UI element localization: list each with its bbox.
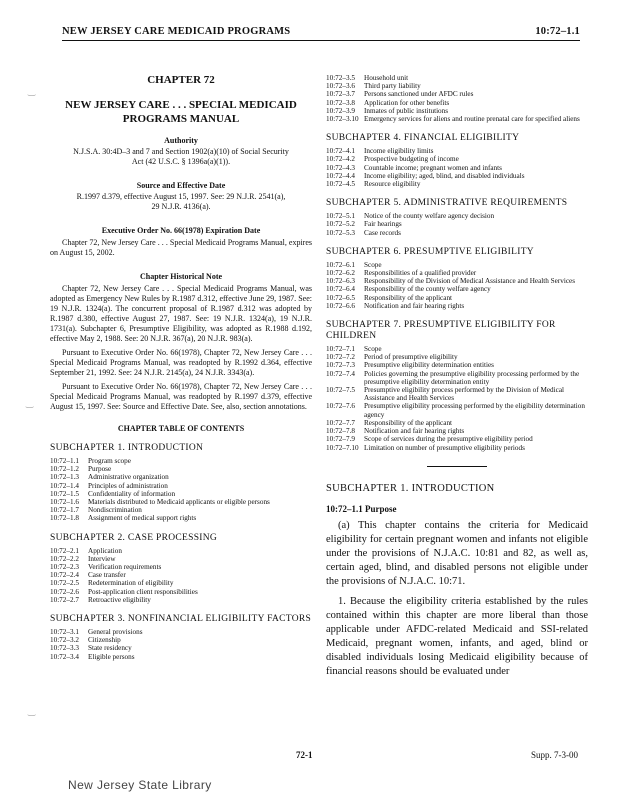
authority-text: N.J.S.A. 30:4D–3 and 7 and Section 1902(a)(10) of Social Security Act (42 U.S.C. § 1396a(a)(1)). bbox=[73, 147, 289, 166]
toc-entry: 10:72–3.2 Citizenship bbox=[50, 636, 121, 645]
toc-entry: 10:72–3.3 State residency bbox=[50, 644, 132, 653]
page-number: 72-1 bbox=[296, 750, 313, 760]
toc-subchapter-5: SUBCHAPTER 5. ADMINISTRATIVE REQUIREMENTS bbox=[326, 198, 568, 209]
history-para-1: Chapter 72, New Jersey Care . . . Special Medicaid Programs Manual, was adopted as Emergency New Rules by R.1987 d.312, effective June 29, 1987. See: 19 N.J.R. 1324(a). The concurrent proposal of R.1987 d.312 was adopted by R.1987 d.380, effective August 27, 1987. See: 19 N.J.R. 1324(a), 19 N.J.R. 1731(a). Subchapter 6, Presumptive Eligibility, was adopted as R.1988 d.192, effective May 2, 1988. See: 20 N.J.R. 367(a), 20 N.J.R. 983(a). bbox=[50, 284, 312, 343]
history-para-2: Pursuant to Executive Order No. 66(1978), Chapter 72, New Jersey Care . . . Special Medicaid Programs Manual, was readopted by R.1992 d.364, effective September 21, 1992. See: 24 N.J.R. 2145(a), 24 N.J.R. 3343(a). bbox=[50, 348, 312, 377]
toc-entry: 10:72–2.5 Redetermination of eligibility bbox=[50, 579, 174, 588]
toc-entry: 10:72–3.6 Third party liability bbox=[326, 82, 421, 91]
toc-entry: 10:72–1.8 Assignment of medical support rights bbox=[50, 514, 197, 523]
toc-entry: 10:72–6.1 Scope bbox=[326, 260, 382, 269]
margin-mark: ‿ bbox=[28, 706, 36, 716]
toc-list-3-cont bbox=[326, 74, 588, 123]
toc-entry: 10:72–3.10 Emergency services for aliens and routine prenatal care for specified aliens bbox=[326, 115, 580, 124]
history-para-3: Pursuant to Executive Order No. 66(1978), Chapter 72, New Jersey Care . . . Special Medicaid Programs Manual, was readopted by R.1997 d.379, effective August 15, 1997. See: Source and Effective Date. See, also, section annotations. bbox=[50, 382, 312, 411]
toc-entry: 10:72–4.2 Prospective budgeting of income bbox=[326, 155, 459, 164]
toc-entry: 10:72–7.3 Presumptive eligibility determination entities bbox=[326, 361, 494, 370]
toc-list-2 bbox=[50, 547, 312, 604]
toc-entry: 10:72–4.5 Resource eligibility bbox=[326, 180, 421, 189]
header-title: NEW JERSEY CARE MEDICAID PROGRAMS bbox=[62, 26, 291, 37]
toc-entry: 10:72–2.6 Post-application client responsibilities bbox=[50, 587, 198, 596]
toc-entry: 10:72–6.5 Responsibility of the applicant bbox=[326, 293, 453, 302]
toc-entry: 10:72–4.1 Income eligibility limits bbox=[326, 147, 434, 156]
toc-entry: 10:72–2.7 Retroactive eligibility bbox=[50, 595, 151, 604]
toc-entry: 10:72–1.3 Administrative organization bbox=[50, 473, 169, 482]
source-heading: Source and Effective Date bbox=[136, 181, 226, 190]
toc-entry: 10:72–3.8 Application for other benefits bbox=[326, 98, 450, 107]
toc-subchapter-3: SUBCHAPTER 3. NONFINANCIAL ELIGIBILITY FACTORS bbox=[50, 614, 312, 625]
toc-list-5 bbox=[326, 212, 588, 237]
toc-entry: 10:72–4.3 Countable income; pregnant women and infants bbox=[326, 163, 502, 172]
header-rule bbox=[62, 40, 580, 41]
toc-list-7 bbox=[326, 345, 588, 452]
toc-entry: 10:72–2.4 Case transfer bbox=[50, 571, 126, 580]
toc-entry: 10:72–6.6 Notification and fair hearing rights bbox=[326, 301, 465, 310]
toc-subchapter-7: SUBCHAPTER 7. PRESUMPTIVE ELIGIBILITY FOR CHILDREN bbox=[326, 320, 556, 342]
toc-subchapter-1: SUBCHAPTER 1. INTRODUCTION bbox=[50, 443, 204, 453]
toc-entry: 10:72–7.6 Presumptive eligibility processing performed by the eligibility determination agency bbox=[326, 402, 585, 419]
toc-entry: 10:72–7.2 Period of presumptive eligibility bbox=[326, 353, 458, 362]
toc-entry: 10:72–7.9 Scope of services during the presumptive eligibility period bbox=[326, 435, 533, 444]
supplement-date: Supp. 7-3-00 bbox=[531, 750, 578, 760]
toc-entry: 10:72–6.3 Responsibility of the Division of Medical Assistance and Health Services bbox=[326, 277, 575, 286]
section-divider bbox=[427, 466, 487, 467]
toc-entry: 10:72–1.6 Materials distributed to Medicaid applicants or eligible persons bbox=[50, 498, 270, 507]
toc-entry: 10:72–2.1 Application bbox=[50, 546, 122, 555]
exec-order-text: Chapter 72, New Jersey Care . . . Special Medicaid Programs Manual, expires on August 15, 2002. bbox=[50, 238, 312, 257]
toc-entry: 10:72–5.1 Notice of the county welfare agency decision bbox=[326, 212, 495, 221]
paragraph-1: 1. Because the eligibility criteria established by the rules contained within this chapter are more liberal than those applicable under AFDC-related Medicaid and SSI-related Medicaid, pregnant women, infants, and aged, blind or disabled individuals losing Medicaid eligibility because of financial reasons should be evaluated under bbox=[326, 595, 588, 677]
toc-subchapter-4: SUBCHAPTER 4. FINANCIAL ELIGIBILITY bbox=[326, 133, 520, 144]
toc-entry: 10:72–7.8 Notification and fair hearing rights bbox=[326, 427, 465, 436]
margin-mark: ‿ bbox=[28, 86, 36, 96]
toc-entry: 10:72–7.10 Limitation on number of presumptive eligibility periods bbox=[326, 443, 525, 452]
history-heading: Chapter Historical Note bbox=[139, 272, 223, 281]
toc-subchapter-6: SUBCHAPTER 6. PRESUMPTIVE ELIGIBILITY bbox=[326, 246, 534, 257]
header-section: 10:72–1.1 bbox=[535, 26, 580, 37]
chapter-number: CHAPTER 72 bbox=[147, 74, 215, 86]
toc-entry: 10:72–5.3 Case records bbox=[326, 228, 401, 237]
chapter-title bbox=[50, 98, 312, 126]
toc-entry: 10:72–3.7 Persons sanctioned under AFDC rules bbox=[326, 90, 474, 99]
margin-mark: ‿ bbox=[26, 398, 34, 408]
toc-heading: CHAPTER TABLE OF CONTENTS bbox=[117, 424, 245, 433]
toc-entry: 10:72–1.2 Purpose bbox=[50, 465, 112, 474]
toc-entry: 10:72–1.5 Confidentiality of information bbox=[50, 489, 176, 498]
section-heading: 10:72–1.1 Purpose bbox=[326, 503, 397, 514]
toc-entry: 10:72–3.5 Household unit bbox=[326, 74, 409, 82]
paragraph-a: (a) This chapter contains the criteria for Medicaid eligibility for certain pregnant women and infants not eligible under the provisions of N.J.A.C. 10:81 and 82, as well as, certain aged, blind, and disabled persons not eligible under the provisions of N.J.A.C. 10:71. bbox=[326, 519, 588, 587]
toc-list-4 bbox=[326, 147, 588, 188]
page-footer bbox=[0, 750, 618, 762]
left-column bbox=[50, 52, 312, 661]
toc-entry: 10:72–7.1 Scope bbox=[326, 345, 382, 354]
toc-entry: 10:72–1.7 Nondiscrimination bbox=[50, 506, 142, 515]
toc-entry: 10:72–3.9 Inmates of public institutions bbox=[326, 106, 449, 115]
chapter-title-line1: NEW JERSEY CARE . . . SPECIAL MEDICAID bbox=[65, 99, 297, 111]
toc-entry: 10:72–5.2 Fair hearings bbox=[326, 220, 402, 229]
toc-entry: 10:72–3.1 General provisions bbox=[50, 628, 143, 637]
toc-list-3 bbox=[50, 628, 312, 661]
toc-entry: 10:72–1.4 Principles of administration bbox=[50, 481, 168, 490]
running-header bbox=[62, 26, 580, 38]
right-column bbox=[326, 74, 588, 679]
chapter-title-line2: PROGRAMS MANUAL bbox=[122, 113, 240, 125]
toc-entry: 10:72–7.5 Presumptive eligibility process performed by the Division of Medical Assistance and Health Services bbox=[326, 386, 565, 403]
toc-entry: 10:72–3.4 Eligible persons bbox=[50, 652, 135, 661]
toc-list-1 bbox=[50, 457, 312, 523]
toc-entry: 10:72–2.2 Interview bbox=[50, 554, 116, 563]
toc-entry: 10:72–6.4 Responsibility of the county welfare agency bbox=[326, 285, 491, 294]
source-text: R.1997 d.379, effective August 15, 1997. See: 29 N.J.R. 2541(a), 29 N.J.R. 4136(a). bbox=[76, 192, 286, 211]
toc-entry: 10:72–1.1 Program scope bbox=[50, 457, 131, 465]
toc-list-6 bbox=[326, 261, 588, 310]
library-stamp: New Jersey State Library bbox=[68, 778, 212, 792]
toc-entry: 10:72–2.3 Verification requirements bbox=[50, 563, 162, 572]
toc-entry: 10:72–4.4 Income eligibility; aged, blind, and disabled individuals bbox=[326, 171, 525, 180]
exec-order-heading: Executive Order No. 66(1978) Expiration Date bbox=[101, 226, 261, 235]
toc-entry: 10:72–6.2 Responsibilities of a qualified provider bbox=[326, 269, 477, 278]
toc-entry: 10:72–7.4 Policies governing the presumptive eligibility processing performed by the presumptive eligibility determination entity bbox=[326, 369, 580, 386]
toc-entry: 10:72–7.7 Responsibility of the applicant bbox=[326, 418, 453, 427]
toc-subchapter-2: SUBCHAPTER 2. CASE PROCESSING bbox=[50, 532, 218, 543]
authority-heading: Authority bbox=[164, 136, 198, 145]
body-subchapter-heading: SUBCHAPTER 1. INTRODUCTION bbox=[326, 482, 495, 494]
